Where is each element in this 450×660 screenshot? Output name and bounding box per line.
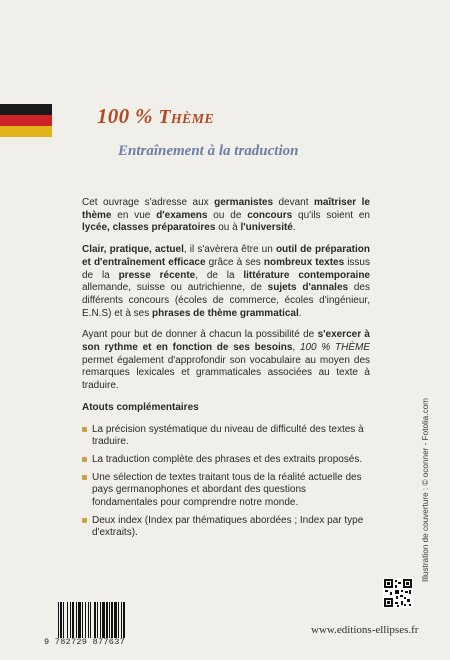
back-cover-text (82, 197, 370, 545)
purpose-paragraph: Ayant pour but de donner à chacun la possibilité de s'exercer à son rythme et en fonction de ses besoins, 100 % THÈME permet également d'approfondir son vocabulaire au moyen des remarques lexicales et grammaticales associées au texte à traduire. (82, 329, 370, 392)
flag-stripe-red (0, 115, 52, 126)
flag-stripe-gold (0, 126, 52, 137)
list-item: La précision systématique du niveau de difficulté des textes à traduire. (82, 424, 370, 449)
intro-paragraph: Cet ouvrage s'adresse aux germanistes devant maîtriser le thème en vue d'examens ou de concours qu'ils soient en lycée, classes préparatoires ou à l'université. (82, 197, 370, 234)
list-item: La traduction complète des phrases et des extraits proposés. (82, 454, 370, 467)
list-item: Une sélection de textes traitant tous de la réalité actuelle des pays germanophones et abordant des questions fondamentales pour comprendre notre monde. (82, 472, 370, 510)
bullet-icon (82, 427, 87, 432)
book-subtitle: Entraînement à la traduction (118, 143, 299, 159)
title-word: Thème (158, 106, 215, 128)
bullet-icon (82, 518, 87, 523)
publisher-website: www.editions-ellipses.fr (311, 624, 419, 636)
atouts-list (82, 424, 370, 541)
title-prefix: 100 % (97, 104, 153, 128)
qr-code-icon (383, 578, 413, 608)
book-title (97, 104, 214, 129)
german-flag (0, 104, 52, 137)
bullet-icon (82, 457, 87, 462)
list-item: Deux index (Index par thématiques abordées ; Index par type d'extraits). (82, 515, 370, 540)
flag-stripe-black (0, 104, 52, 115)
bullet-icon (82, 475, 87, 480)
cover-illustration-credit: Illustration de couverture : © oconner - Fotolia.com (421, 398, 430, 582)
atouts-heading: Atouts complémentaires (82, 401, 199, 413)
barcode-icon (57, 602, 147, 640)
isbn-number: 9 782729 877637 (44, 637, 126, 647)
description-paragraph: Clair, pratique, actuel, il s'avèrera être un outil de préparation et d'entraînement efficace grâce à ses nombreux textes issus de la presse récente, de la littérature contemporaine allemande, suisse ou autrichienne, de sujets d'annales des différents concours (écoles de commerce, écoles d'ingénieur, E.N.S) et à ses phrases de thème grammatical. (82, 244, 370, 319)
